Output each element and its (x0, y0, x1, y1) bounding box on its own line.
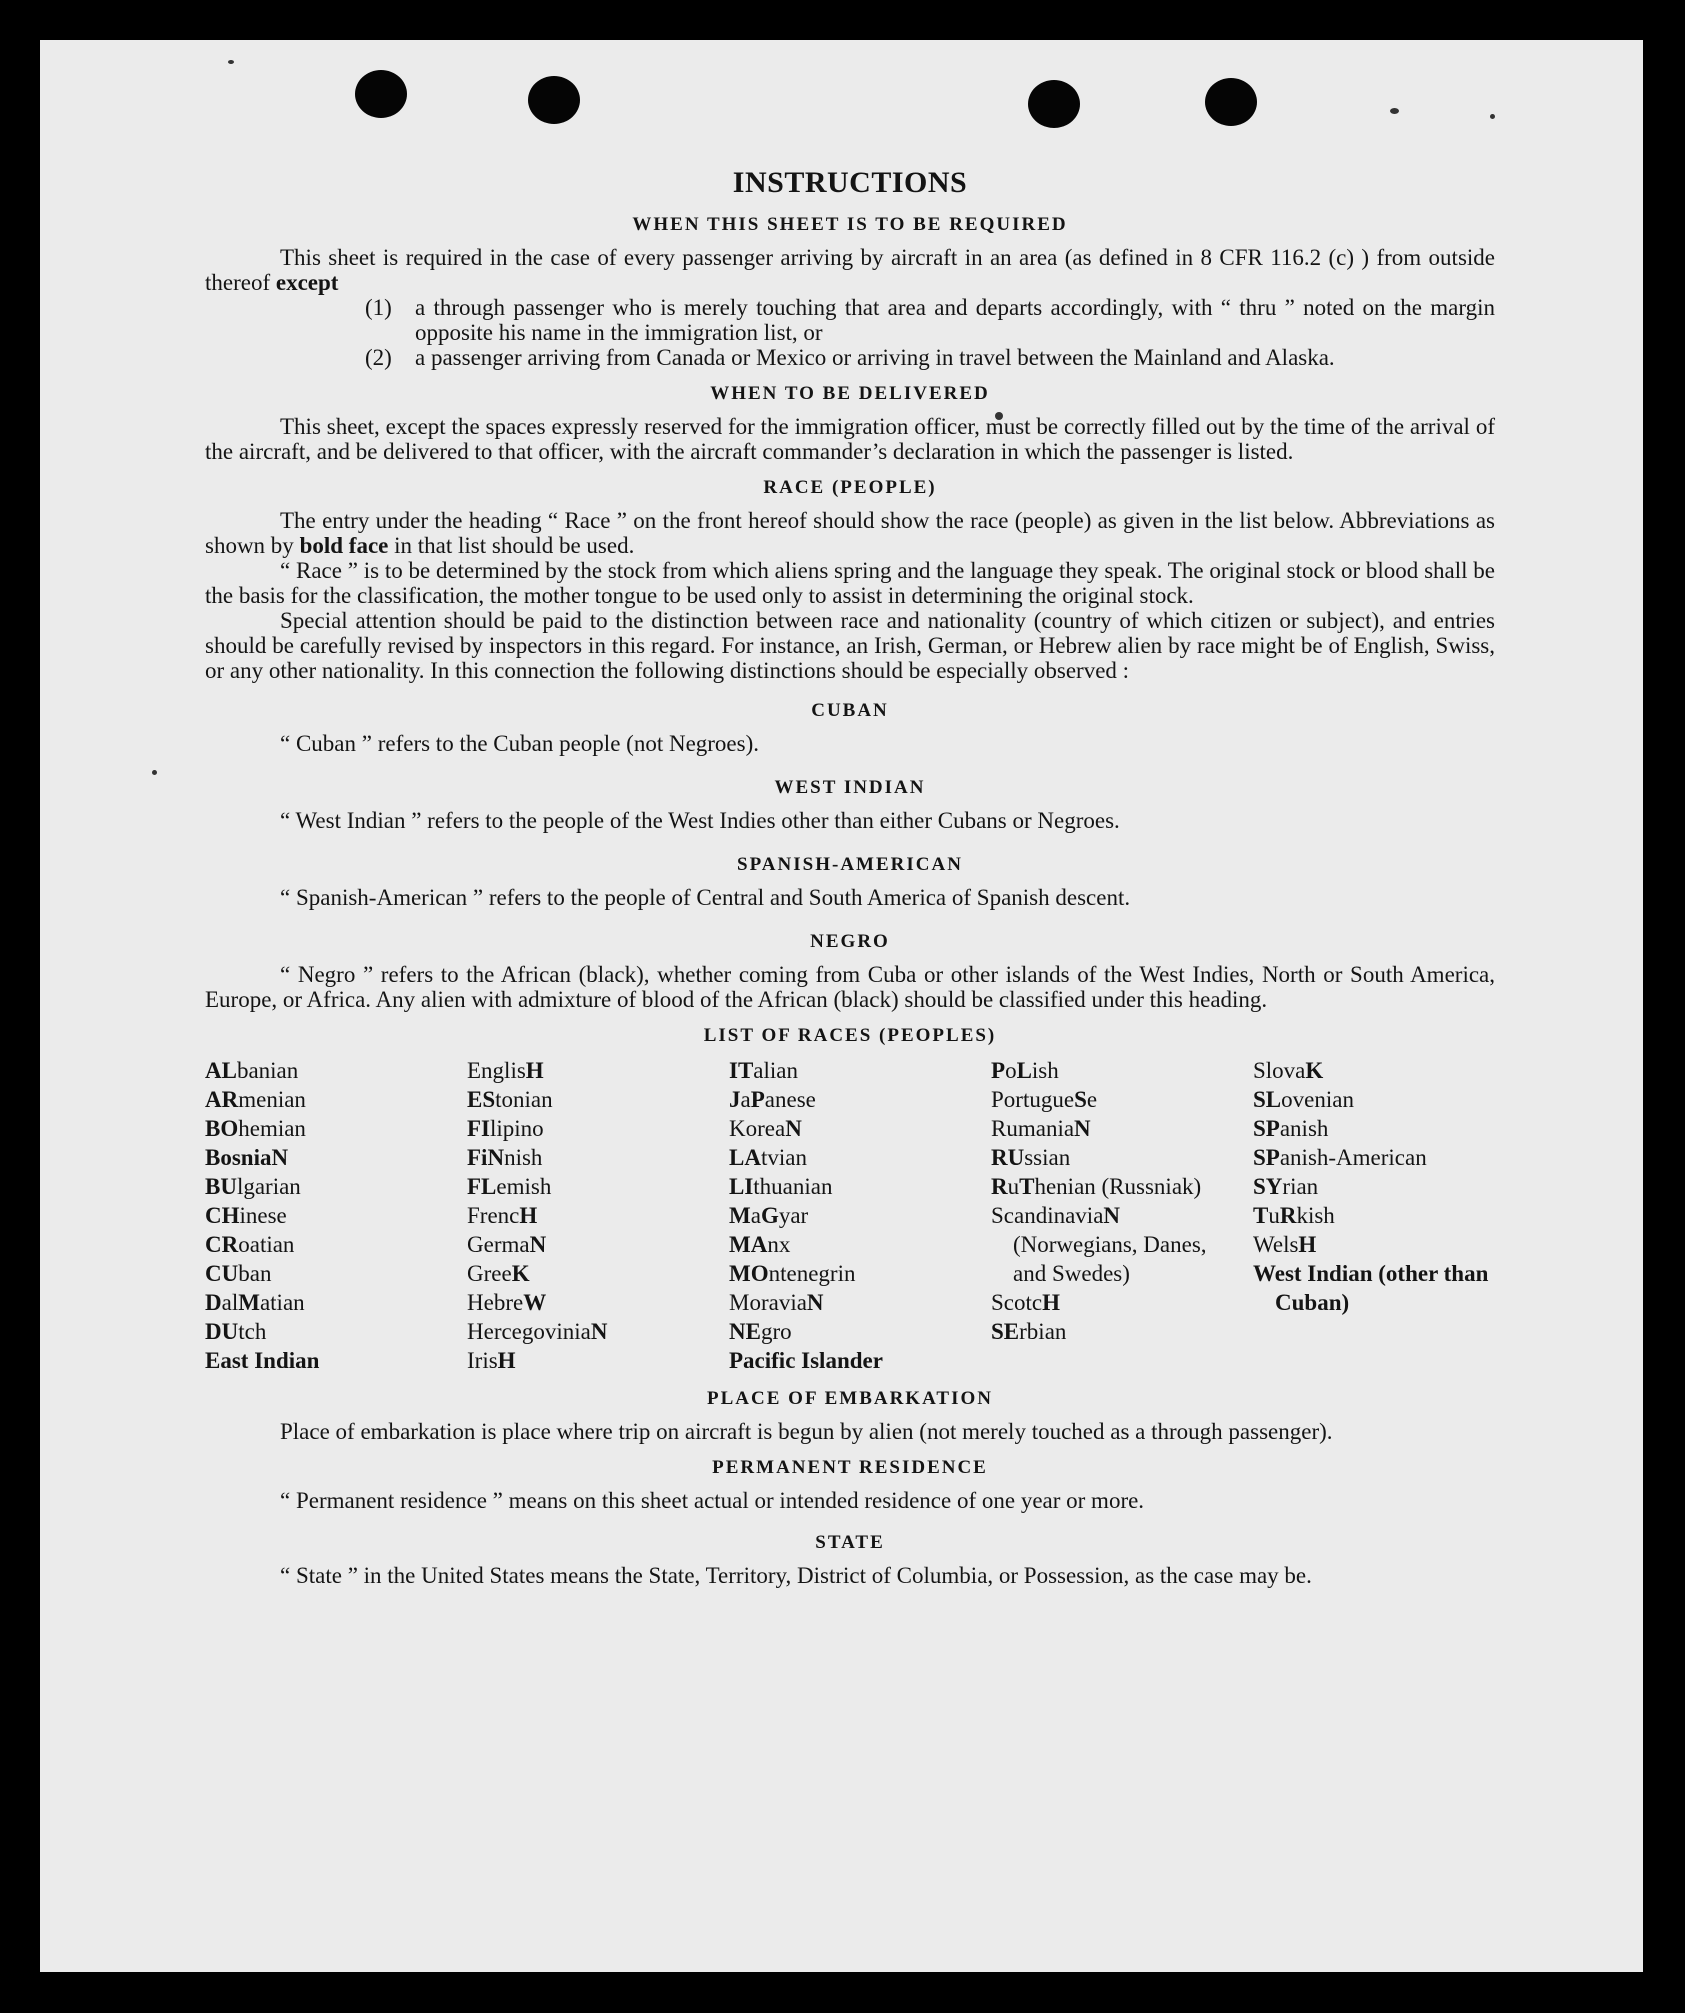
race-entry: SYrian (1253, 1174, 1319, 1199)
race-entry: FIlipino (467, 1116, 544, 1141)
heading-negro: NEGRO (810, 931, 890, 952)
race-entry: SPanish (1253, 1116, 1329, 1141)
punch-hole (1028, 80, 1080, 128)
race-entry: EnglisH (467, 1058, 544, 1083)
race-entry: ScotcH (991, 1290, 1060, 1315)
heading-embarkation: PLACE OF EMBARKATION (707, 1388, 993, 1409)
punch-hole (355, 70, 407, 118)
race-entry: CUban (205, 1261, 272, 1286)
scan-speck (228, 60, 234, 64)
exception-item-1 (205, 295, 1495, 345)
race-column-5 (1253, 1056, 1495, 1375)
except-bold: except (275, 270, 339, 295)
race-entry: PoLish (991, 1058, 1059, 1083)
race-entry: SLovenian (1253, 1087, 1354, 1112)
race-entry: RumaniaN (991, 1116, 1091, 1141)
race-column-2 (467, 1056, 709, 1375)
required-intro: This sheet is required in the case of every passenger arriving by aircraft in an area (as defined in 8 CFR 116.2 (c) ) from outside thereof except (205, 245, 1495, 295)
race-entry: FrencH (467, 1203, 538, 1228)
embarkation-text: Place of embarkation is place where trip on aircraft is begun by alien (not merely touched as a through passenger). (280, 1419, 1333, 1444)
race-entry: LAtvian (729, 1145, 807, 1170)
race-entry: MaGyar (729, 1203, 809, 1228)
item-text: a through passenger who is merely touching that area and departs accordingly, with “ thru ” noted on the margin opposite his name in the immigration list, or (415, 295, 1495, 345)
race-entry: TuRkish (1253, 1203, 1335, 1228)
race-entry: ScandinaviaN (Norwegians, Danes, and Swedes) (991, 1203, 1207, 1286)
delivered-text: This sheet, except the spaces expressly reserved for the immigration officer, must be correctly filled out by the time of the arrival of the aircraft, and be delivered to that officer, with the aircraft commander’s declaration in which the passenger is listed. (205, 414, 1495, 464)
heading-residence: PERMANENT RESIDENCE (712, 1457, 988, 1478)
race-entry: Pacific Islander (729, 1348, 883, 1373)
race-entry: RuThenian (Russniak) (991, 1174, 1202, 1199)
race-entry: PortugueSe (991, 1087, 1098, 1112)
residence-text: “ Permanent residence ” means on this sheet actual or intended residence of one year or more. (280, 1488, 1145, 1513)
heading-required: WHEN THIS SHEET IS TO BE REQUIRED (632, 214, 1068, 235)
west-indian-text: “ West Indian ” refers to the people of the West Indies other than either Cubans or Negroes. (280, 808, 1120, 833)
race-entry: ALbanian (205, 1058, 299, 1083)
race-entry: DUtch (205, 1319, 267, 1344)
race-paragraph-1: The entry under the heading “ Race ” on the front hereof should show the race (people) as given in the list below. Abbreviations as shown by bold face in that list should be used. (205, 508, 1495, 558)
heading-west-indian: WEST INDIAN (774, 777, 926, 798)
heading-spanish-american: SPANISH-AMERICAN (737, 854, 963, 875)
page-title: INSTRUCTIONS (732, 166, 968, 199)
scan-speck (1390, 108, 1399, 114)
race-entry: CHinese (205, 1203, 287, 1228)
race-entry: BosniaN (205, 1145, 289, 1170)
race-entry: SErbian (991, 1319, 1067, 1344)
item-number: (1) (365, 295, 392, 320)
heading-race-list: LIST OF RACES (PEOPLES) (703, 1025, 997, 1046)
race-paragraph-2: “ Race ” is to be determined by the stock from which aliens spring and the language they speak. The original stock or blood shall be the basis for the classification, the mother tongue to be used only to assist in determining the original stock. (205, 558, 1495, 608)
race-entry: FiNnish (467, 1145, 543, 1170)
race-entry: MOntenegrin (729, 1261, 856, 1286)
race-entry: LIthuanian (729, 1174, 833, 1199)
item-number: (2) (365, 345, 392, 370)
race-column-3 (729, 1056, 971, 1375)
race-entry: East Indian (205, 1348, 320, 1373)
race-entry: MAnx (729, 1232, 791, 1257)
race-entry: CRoatian (205, 1232, 295, 1257)
state-text: “ State ” in the United States means the State, Territory, District of Columbia, or Possession, as the case may be. (280, 1563, 1312, 1588)
race-entry: SPanish-American (1253, 1145, 1427, 1170)
race-entry: IrisH (467, 1348, 516, 1373)
instructions-body (205, 165, 1495, 1588)
race-entry: ARmenian (205, 1087, 306, 1112)
race-entry: KoreaN (729, 1116, 802, 1141)
race-entry: BOhemian (205, 1116, 306, 1141)
race-entry: West Indian (other than Cuban) (1253, 1261, 1489, 1315)
item-text: a passenger arriving from Canada or Mexico or arriving in travel between the Mainland and Alaska. (415, 345, 1335, 370)
race-column-4 (991, 1056, 1233, 1375)
race-entry: DalMatian (205, 1290, 305, 1315)
exception-item-2 (205, 345, 1495, 370)
race-entry: EStonian (467, 1087, 553, 1112)
heading-race: RACE (PEOPLE) (763, 477, 937, 498)
race-entry: NEgro (729, 1319, 792, 1344)
spanish-american-text: “ Spanish-American ” refers to the people of Central and South America of Spanish descent. (280, 885, 1131, 910)
scan-speck (1490, 114, 1495, 119)
heading-delivered: WHEN TO BE DELIVERED (710, 383, 990, 404)
race-entry: GreeK (467, 1261, 530, 1286)
race-column-1 (205, 1056, 447, 1375)
race-list (205, 1056, 1495, 1375)
punch-hole (528, 76, 580, 124)
race-entry: FLemish (467, 1174, 552, 1199)
heading-state: STATE (815, 1532, 885, 1553)
cuban-text: “ Cuban ” refers to the Cuban people (not Negroes). (280, 731, 760, 756)
race-entry: RUssian (991, 1145, 1071, 1170)
race-paragraph-3: Special attention should be paid to the distinction between race and nationality (country of which citizen or subject), and entries should be carefully revised by inspectors in this regard. For instance, an Irish, German, or Hebrew alien by race might be of English, Swiss, or any other nationality. In this connection the following distinctions should be especially observed : (205, 608, 1495, 683)
race-entry: ITalian (729, 1058, 798, 1083)
race-entry: JaPanese (729, 1087, 816, 1112)
race-entry: SlovaK (1253, 1058, 1324, 1083)
race-entry: HebreW (467, 1290, 547, 1315)
punch-hole (1205, 78, 1257, 126)
negro-text: “ Negro ” refers to the African (black), whether coming from Cuba or other islands of the West Indies, North or South America, Europe, or Africa. Any alien with admixture of blood of the African (black) should be classified under this heading. (205, 962, 1495, 1012)
heading-cuban: CUBAN (811, 700, 889, 721)
race-entry: HercegoviniaN (467, 1319, 608, 1344)
race-entry: GermaN (467, 1232, 547, 1257)
race-entry: WelsH (1253, 1232, 1317, 1257)
race-entry: BUlgarian (205, 1174, 301, 1199)
race-entry: MoraviaN (729, 1290, 824, 1315)
bold-face-text: bold face (299, 533, 389, 558)
scan-speck (152, 770, 157, 775)
